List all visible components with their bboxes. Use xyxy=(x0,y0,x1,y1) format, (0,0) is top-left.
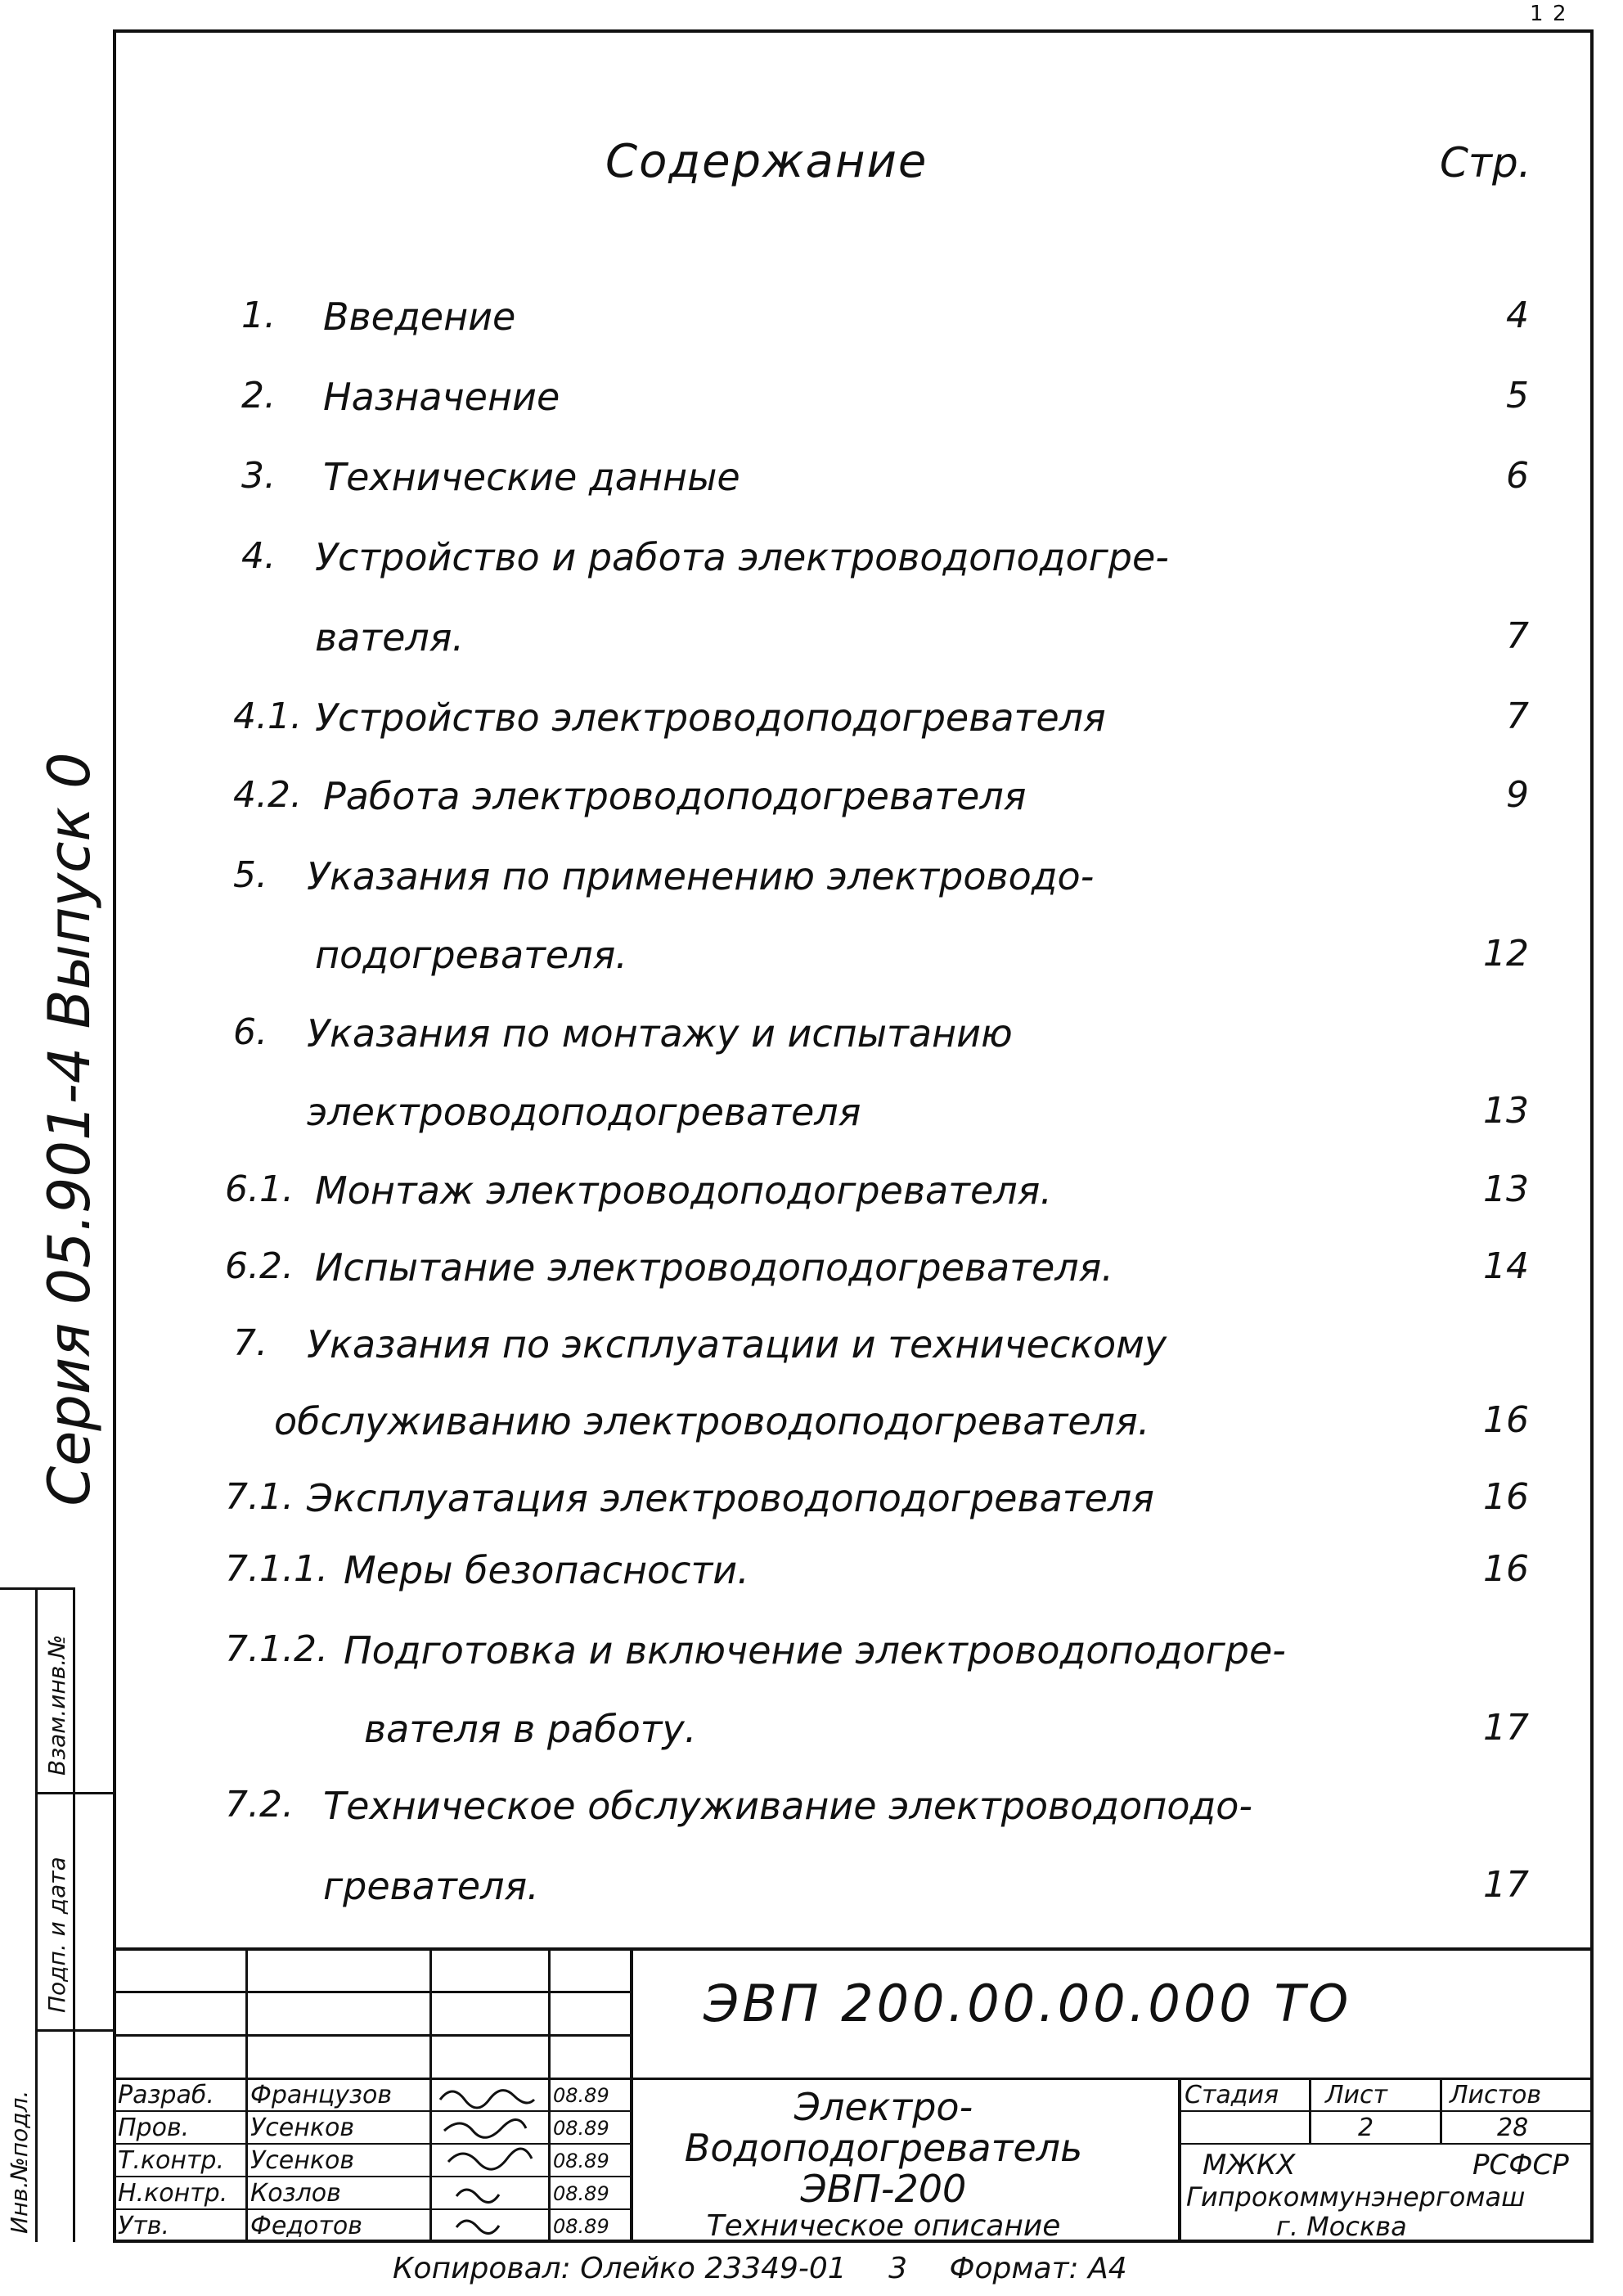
top-corner-b: 2 xyxy=(1553,2,1567,26)
org-institute: Гипрокоммунэнергомаш xyxy=(1186,2181,1526,2213)
toc-page: 16 xyxy=(1483,1548,1529,1590)
org-republic: РСФСР xyxy=(1472,2149,1569,2181)
signer-role: Утв. xyxy=(118,2212,169,2240)
toc-row xyxy=(0,1322,1623,1388)
signer-name: Усенков xyxy=(250,2146,355,2175)
signature-marks xyxy=(432,2080,546,2240)
doc-subtitle: Техническое описание xyxy=(706,2209,1061,2243)
toc-page: 14 xyxy=(1483,1245,1529,1287)
toc-page: 17 xyxy=(1483,1707,1529,1749)
toc-text: Указания по эксплуатации и техническому xyxy=(307,1322,1167,1366)
page-column-header: Стр. xyxy=(1440,139,1531,187)
document-code: ЭВП 200.00.00.000 ТО xyxy=(704,1974,1352,2033)
toc-text: электроводоподогревателя xyxy=(307,1090,861,1134)
toc-text: Назначение xyxy=(323,375,560,419)
sheet-label: Лист xyxy=(1325,2081,1388,2109)
doc-title-line1: Электро- xyxy=(794,2085,973,2129)
toc-number: 6. xyxy=(233,1011,268,1053)
toc-row xyxy=(0,1784,1623,1849)
toc-text: Подготовка и включение электроводоподогре- xyxy=(344,1628,1286,1672)
toc-row xyxy=(0,1628,1623,1694)
signer-date: 08.89 xyxy=(553,2150,609,2172)
signer-role: Н.контр. xyxy=(118,2179,228,2208)
toc-number: 4. xyxy=(241,535,276,577)
toc-number: 4.1. xyxy=(233,696,302,737)
signer-date: 08.89 xyxy=(553,2084,609,2107)
stage-label: Стадия xyxy=(1185,2081,1279,2109)
toc-text: Испытание электроводоподогревателя. xyxy=(315,1245,1113,1290)
toc-row xyxy=(0,1476,1623,1542)
toc-text: Меры безопасности. xyxy=(344,1548,749,1592)
toc-page: 4 xyxy=(1506,295,1529,336)
toc-number: 4.2. xyxy=(233,774,302,816)
strip-label-sign-date: Подп. и дата xyxy=(43,1857,70,2013)
bottom-note xyxy=(393,2252,1127,2285)
toc-text: Указания по применению электроводо- xyxy=(307,854,1095,898)
toc-row xyxy=(0,1245,1623,1311)
toc-number: 3. xyxy=(241,455,276,497)
sheet-value: 2 xyxy=(1358,2114,1374,2142)
org-ministry: МЖКХ xyxy=(1203,2149,1296,2181)
toc-number: 7. xyxy=(233,1322,268,1364)
toc-number: 7.1.2. xyxy=(225,1628,328,1670)
toc-page: 13 xyxy=(1483,1090,1529,1132)
doc-title-line2: Водоподогреватель xyxy=(684,2126,1083,2170)
toc-page: 17 xyxy=(1483,1864,1529,1906)
toc-row xyxy=(0,1548,1623,1614)
signer-name: Козлов xyxy=(250,2179,341,2208)
doc-title-line3: ЭВП-200 xyxy=(800,2167,967,2211)
toc-text: Указания по монтажу и испытанию xyxy=(307,1011,1013,1056)
signer-date: 08.89 xyxy=(553,2215,609,2238)
strip-label-inv: Инв.№подл. xyxy=(6,2090,33,2234)
toc-number: 7.2. xyxy=(225,1784,294,1826)
toc-row xyxy=(0,1399,1623,1465)
toc-number: 6.2. xyxy=(225,1245,294,1287)
toc-page: 7 xyxy=(1506,615,1529,657)
toc-page: 5 xyxy=(1506,375,1529,416)
toc-text: Устройство электроводоподогревателя xyxy=(315,696,1106,740)
toc-row xyxy=(0,1707,1623,1772)
sheets-value: 28 xyxy=(1497,2114,1529,2142)
toc-text: Устройство и работа электроводоподогре- xyxy=(315,535,1169,579)
signer-name: Французов xyxy=(250,2081,393,2109)
page-title: Содержание xyxy=(605,135,928,188)
toc-text: гревателя. xyxy=(323,1864,539,1908)
bottom-number: 3 xyxy=(888,2252,908,2285)
sheets-label: Листов xyxy=(1450,2081,1542,2109)
toc-text: подогревателя. xyxy=(315,933,627,977)
toc-number: 6.1. xyxy=(225,1168,294,1210)
signer-date: 08.89 xyxy=(553,2182,609,2205)
toc-row xyxy=(0,1168,1623,1234)
toc-text: Эксплуатация электроводоподогревателя xyxy=(307,1476,1154,1520)
toc-text: Монтаж электроводоподогревателя. xyxy=(315,1168,1052,1213)
toc-text: обслуживанию электроводоподогревателя. xyxy=(274,1399,1150,1443)
toc-page: 9 xyxy=(1506,774,1529,816)
signer-name: Федотов xyxy=(250,2212,362,2240)
org-city: г. Москва xyxy=(1276,2211,1407,2242)
copied-by: Копировал: Олейко 23349-01 xyxy=(393,2252,847,2285)
top-corner-a: 1 xyxy=(1530,2,1544,26)
toc-text: Введение xyxy=(323,295,516,339)
toc-text: Технические данные xyxy=(323,455,740,499)
signer-role: Пров. xyxy=(118,2114,190,2142)
toc-page: 16 xyxy=(1483,1476,1529,1518)
toc-number: 7.1.1. xyxy=(225,1548,328,1590)
strip-label-replace: Взам.инв.№ xyxy=(43,1634,70,1776)
toc-text: вателя в работу. xyxy=(364,1707,697,1751)
signer-role: Разраб. xyxy=(118,2081,214,2109)
toc-page: 13 xyxy=(1483,1168,1529,1210)
paper-format: Формат: А4 xyxy=(949,2252,1127,2285)
toc-text: Работа электроводоподогревателя xyxy=(323,774,1027,818)
signer-name: Усенков xyxy=(250,2114,355,2142)
toc-page: 6 xyxy=(1506,455,1529,497)
toc-page: 16 xyxy=(1483,1399,1529,1441)
signer-role: Т.контр. xyxy=(118,2146,225,2175)
toc-number: 7.1. xyxy=(225,1476,294,1518)
toc-number: 1. xyxy=(241,295,276,336)
toc-row xyxy=(0,1864,1623,1929)
toc-text: Техническое обслуживание электроводоподо- xyxy=(323,1784,1253,1828)
toc-number: 2. xyxy=(241,375,276,416)
toc-page: 12 xyxy=(1483,933,1529,975)
toc-number: 5. xyxy=(233,854,268,896)
series-caption: Серия 05.901-4 Выпуск 0 xyxy=(36,752,103,1506)
toc-page: 7 xyxy=(1506,696,1529,737)
toc-text: вателя. xyxy=(315,615,465,660)
signer-date: 08.89 xyxy=(553,2117,609,2140)
